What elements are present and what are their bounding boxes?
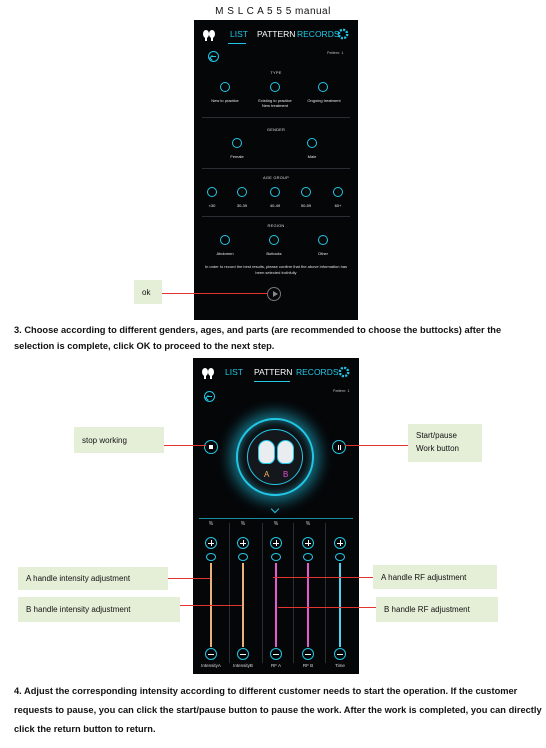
- caption-step-3: 3. Choose according to different genders, ages, and parts (are recommended to choose the buttocks) after the selection is complete, click OK to proceed to the next step.: [14, 325, 502, 351]
- intensity-b-minus-button[interactable]: [237, 648, 249, 660]
- age-label-under30: <30: [208, 203, 216, 208]
- selection-screen: [194, 20, 358, 320]
- rf-b-plus-button[interactable]: [302, 537, 314, 549]
- intensity-b-plus-button[interactable]: [237, 537, 249, 549]
- operation-screen: [193, 358, 359, 674]
- intensity-b-column: [229, 518, 257, 674]
- intensity-a-percent: %: [208, 521, 214, 527]
- rf-a-column: [262, 518, 290, 674]
- handles-logo-icon: [202, 30, 216, 41]
- tab-records[interactable]: RECORDS: [296, 367, 339, 377]
- age-label-30-39: 30-39: [236, 203, 248, 208]
- handle-b-label: B: [283, 470, 289, 479]
- tab-bar: [194, 29, 358, 43]
- document-title: M S L C A 5 5 5 manual: [215, 6, 331, 17]
- intensity-a-minus-button[interactable]: [205, 648, 217, 660]
- handles-logo-icon: [201, 368, 215, 379]
- caption-step-4: 4. Adjust the corresponding intensity according to different customer needs to start the operation. If the customer requests to pause, you can click the start/pause button to pause the work. After the work is completed, you can directly click the return button to return.: [14, 686, 542, 734]
- divider: [202, 168, 350, 169]
- time-plus-button[interactable]: [334, 537, 346, 549]
- region-label-abdomen: Abdomen: [216, 251, 234, 256]
- rf-a-plus-button[interactable]: [270, 537, 282, 549]
- intensity-b-label: IntensityB: [233, 663, 253, 668]
- tab-list[interactable]: LIST: [225, 367, 243, 377]
- region-radio-abdomen[interactable]: [220, 235, 230, 245]
- time-slider[interactable]: [339, 563, 341, 647]
- rf-a-label: RF A: [270, 663, 281, 668]
- region-label-other: Other: [317, 251, 328, 256]
- signal-level-icon: [303, 553, 313, 561]
- time-minus-button[interactable]: [334, 648, 346, 660]
- pattern-label: Pattern: 1: [327, 51, 344, 55]
- gender-label-male: Male: [307, 154, 317, 159]
- confirmation-notice: In order to record the best results, please confirm that the above information has been selected truthfully: [204, 264, 348, 275]
- tab-records[interactable]: RECORDS: [297, 29, 340, 39]
- age-label-40-49: 40-49: [269, 203, 281, 208]
- handle-b-icon: [277, 440, 294, 464]
- callout-start-pause-line2: Work button: [416, 444, 459, 453]
- tab-list[interactable]: LIST: [230, 29, 248, 39]
- signal-level-icon: [206, 553, 216, 561]
- time-column: [326, 518, 354, 674]
- age-radio-40-49[interactable]: [270, 187, 280, 197]
- stop-button[interactable]: [204, 440, 218, 454]
- age-label-60plus: 60+: [334, 203, 342, 208]
- tab-underline: [228, 43, 246, 44]
- tab-pattern[interactable]: PATTERN: [257, 29, 296, 39]
- age-radio-30-39[interactable]: [237, 187, 247, 197]
- chevron-down-icon[interactable]: [271, 505, 279, 513]
- callout-b-intensity: B handle intensity adjustment: [18, 597, 180, 622]
- divider: [202, 216, 350, 217]
- handle-a-icon: [258, 440, 275, 464]
- tab-underline: [254, 381, 290, 382]
- tab-bar: [193, 367, 359, 381]
- callout-stop-working: stop working: [74, 427, 164, 453]
- callout-start-pause-line1: Start/pause: [416, 431, 457, 440]
- start-pause-button[interactable]: [332, 440, 346, 454]
- type-label-existing: Existing to practice New treatment: [258, 98, 292, 108]
- gear-icon[interactable]: [337, 28, 349, 40]
- leader-line: [180, 605, 242, 606]
- gear-icon[interactable]: [338, 366, 350, 378]
- type-label-new: New to practice: [211, 98, 239, 103]
- ok-play-button[interactable]: [267, 287, 281, 301]
- callout-a-intensity: A handle intensity adjustment: [18, 567, 168, 590]
- type-label-ongoing: Ongoing treatment: [307, 98, 341, 103]
- gender-label-female: Female: [230, 154, 244, 159]
- leader-line: [162, 293, 268, 294]
- age-group-title: AGE GROUP: [262, 175, 290, 180]
- divider: [202, 117, 350, 118]
- callout-start-pause: [408, 424, 482, 462]
- type-radio-existing[interactable]: [270, 82, 280, 92]
- age-radio-60plus[interactable]: [333, 187, 343, 197]
- type-radio-ongoing[interactable]: [318, 82, 328, 92]
- type-radio-new[interactable]: [220, 82, 230, 92]
- signal-level-icon: [271, 553, 281, 561]
- region-radio-buttocks[interactable]: [269, 235, 279, 245]
- age-radio-50-59[interactable]: [301, 187, 311, 197]
- rf-b-percent: %: [305, 521, 311, 527]
- back-button[interactable]: [208, 51, 219, 62]
- leader-line: [168, 578, 210, 579]
- region-radio-other[interactable]: [318, 235, 328, 245]
- gender-title: GENDER: [266, 127, 286, 132]
- rf-a-minus-button[interactable]: [270, 648, 282, 660]
- gender-radio-female[interactable]: [232, 138, 242, 148]
- rf-a-percent: %: [273, 521, 279, 527]
- age-label-50-59: 50-59: [300, 203, 312, 208]
- age-radio-under30[interactable]: [207, 187, 217, 197]
- leader-line: [164, 445, 206, 446]
- callout-ok: ok: [134, 280, 162, 304]
- region-label-buttocks: Buttocks: [266, 251, 282, 256]
- intensity-a-column: [197, 518, 225, 674]
- leader-line: [273, 577, 373, 578]
- signal-level-icon: [238, 553, 248, 561]
- rf-b-slider[interactable]: [307, 563, 309, 647]
- rf-a-slider[interactable]: [275, 563, 277, 647]
- leader-line: [278, 607, 376, 608]
- handles-display: [247, 429, 303, 485]
- tab-pattern[interactable]: PATTERN: [254, 367, 293, 377]
- leader-line: [345, 445, 408, 446]
- region-title: REGION: [267, 223, 285, 228]
- time-label: Time: [335, 663, 345, 668]
- gender-radio-male[interactable]: [307, 138, 317, 148]
- device-display: [236, 418, 314, 496]
- rf-b-label: RF B: [302, 663, 314, 668]
- type-title: TYPE: [270, 70, 282, 75]
- intensity-b-percent: %: [240, 521, 246, 527]
- intensity-b-slider[interactable]: [242, 563, 244, 647]
- rf-b-column: [294, 518, 322, 674]
- callout-b-rf: B handle RF adjustment: [376, 597, 498, 622]
- back-button[interactable]: [204, 391, 215, 402]
- pattern-label: Pattern: 1: [333, 389, 350, 393]
- handle-a-label: A: [264, 470, 270, 479]
- timer-icon: [335, 553, 345, 561]
- callout-a-rf: A handle RF adjustment: [373, 565, 497, 589]
- rf-b-minus-button[interactable]: [302, 648, 314, 660]
- intensity-a-plus-button[interactable]: [205, 537, 217, 549]
- intensity-a-label: IntensityA: [201, 663, 221, 668]
